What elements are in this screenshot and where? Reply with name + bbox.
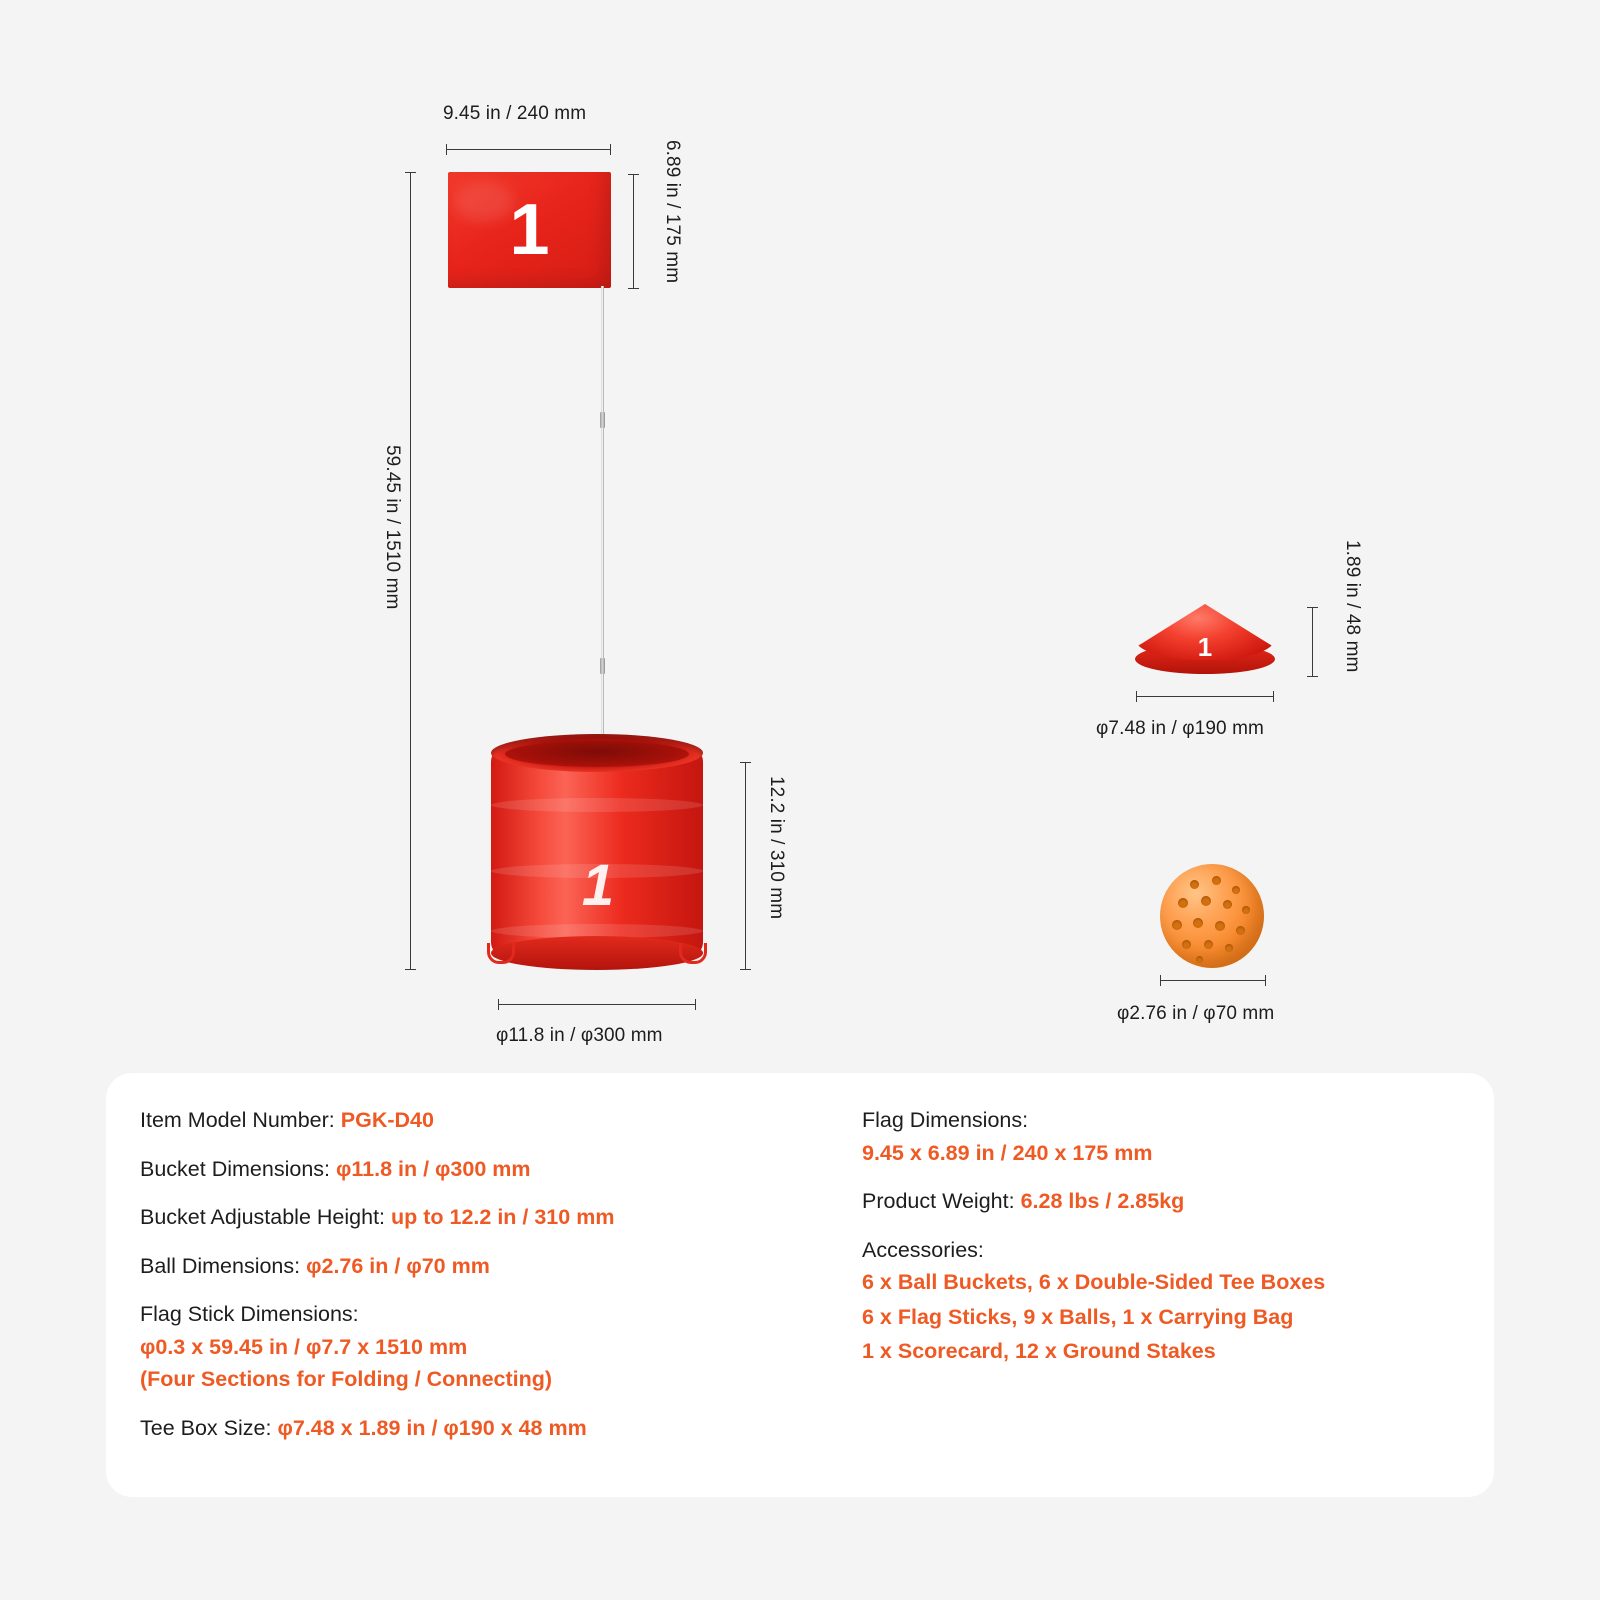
dim-tick — [1136, 691, 1137, 702]
spec-label: Bucket Dimensions: — [140, 1156, 330, 1181]
dim-tee-diameter-line — [1136, 696, 1274, 697]
dim-flag-height-label: 6.89 in / 175 mm — [662, 140, 683, 284]
dim-tick — [610, 144, 611, 155]
spec-accessories-line-2: 6 x Flag Sticks, 9 x Balls, 1 x Carrying Bag — [862, 1304, 1294, 1329]
spec-tee-box-size — [140, 1413, 830, 1444]
flag-number: 1 — [509, 190, 550, 270]
bucket-stake-loop-icon — [487, 943, 515, 964]
dim-bucket-height-line — [745, 762, 746, 970]
spec-model-number — [140, 1105, 830, 1136]
dim-tick — [628, 174, 639, 175]
practice-ball — [1160, 864, 1264, 968]
dim-ball-diameter-line — [1160, 980, 1266, 981]
bucket-ring — [491, 798, 703, 812]
flag-pole — [601, 286, 604, 786]
spec-label: Tee Box Size: — [140, 1415, 272, 1440]
spec-column-right — [862, 1105, 1482, 1367]
flag-cloth — [448, 172, 611, 288]
dim-tee-diameter-label: φ7.48 in / φ190 mm — [1096, 718, 1264, 739]
spec-flag-stick-value-line2: (Four Sections for Folding / Connecting) — [140, 1367, 553, 1392]
spec-label: Accessories: — [862, 1237, 984, 1262]
dim-flag-height-line — [633, 174, 634, 288]
dim-tick — [695, 999, 696, 1010]
spec-flag-stick-value-line1: φ0.3 x 59.45 in / φ7.7 x 1510 mm — [140, 1334, 468, 1359]
specification-card — [106, 1073, 1494, 1497]
bucket-rim — [491, 734, 703, 772]
spec-value: PGK-D40 — [340, 1108, 434, 1132]
dim-tick — [1307, 676, 1318, 677]
spec-accessories-line-3: 1 x Scorecard, 12 x Ground Stakes — [862, 1339, 1216, 1364]
dim-tick — [405, 172, 416, 173]
spec-value: 6.28 lbs / 2.85kg — [1020, 1189, 1185, 1214]
spec-bucket-dimensions — [140, 1154, 830, 1185]
dim-tick — [498, 999, 499, 1010]
dim-flag-width-line — [446, 149, 611, 150]
dim-tick — [1160, 975, 1161, 986]
dim-tick — [740, 969, 751, 970]
spec-label: Bucket Adjustable Height: — [140, 1205, 386, 1230]
bucket-number: 1 — [581, 853, 613, 918]
pole-joint-icon — [600, 658, 605, 674]
spec-label: Ball Dimensions: — [140, 1253, 301, 1278]
spec-flag-dimensions-label — [862, 1105, 1482, 1136]
bucket-interior — [505, 741, 689, 767]
spec-label: Flag Stick Dimensions: — [140, 1302, 359, 1327]
dim-tick — [628, 288, 639, 289]
tee-number: 1 — [1197, 632, 1213, 662]
dim-tick — [405, 969, 416, 970]
dim-tick — [446, 144, 447, 155]
dim-stick-height-line — [410, 172, 411, 970]
pole-joint-icon — [600, 412, 605, 428]
spec-accessories-line-1: 6 x Ball Buckets, 6 x Double-Sided Tee Boxes — [862, 1270, 1326, 1295]
dim-tee-height-label: 1.89 in / 48 mm — [1342, 540, 1363, 673]
spec-bucket-adjustable-height — [140, 1202, 830, 1233]
spec-value: up to 12.2 in / 310 mm — [391, 1205, 615, 1230]
spec-label: Flag Dimensions: — [862, 1108, 1029, 1132]
dim-flag-width-label: 9.45 in / 240 mm — [443, 103, 587, 124]
spec-accessories-label — [862, 1235, 1482, 1266]
spec-value: φ11.8 in / φ300 mm — [335, 1156, 531, 1181]
bucket-stake-loop-icon — [679, 943, 707, 964]
dim-bucket-diameter-label: φ11.8 in / φ300 mm — [496, 1025, 663, 1046]
dim-ball-diameter-label: φ2.76 in / φ70 mm — [1117, 1003, 1275, 1024]
dim-stick-height-label: 59.45 in / 1510 mm — [382, 445, 403, 610]
dim-tee-height-line — [1312, 607, 1313, 677]
dim-bucket-height-label: 12.2 in / 310 mm — [766, 776, 787, 920]
ball-bucket — [491, 734, 703, 970]
spec-label: Product Weight: — [862, 1189, 1015, 1214]
spec-label: Item Model Number: — [140, 1108, 335, 1132]
spec-ball-dimensions — [140, 1251, 830, 1282]
spec-column-left — [140, 1105, 830, 1461]
tee-box-cone — [1135, 604, 1275, 674]
dim-tick — [1273, 691, 1274, 702]
spec-product-weight — [862, 1186, 1482, 1217]
spec-value: φ7.48 x 1.89 in / φ190 x 48 mm — [277, 1415, 587, 1440]
spec-value: φ2.76 in / φ70 mm — [306, 1253, 490, 1278]
dim-tick — [1265, 975, 1266, 986]
spec-flag-stick-dimensions — [140, 1299, 830, 1330]
dim-bucket-diameter-line — [498, 1004, 696, 1005]
bucket-bottom — [491, 936, 703, 970]
dim-tick — [1307, 607, 1318, 608]
dim-tick — [740, 762, 751, 763]
spec-flag-dimensions-value: 9.45 x 6.89 in / 240 x 175 mm — [862, 1140, 1153, 1165]
